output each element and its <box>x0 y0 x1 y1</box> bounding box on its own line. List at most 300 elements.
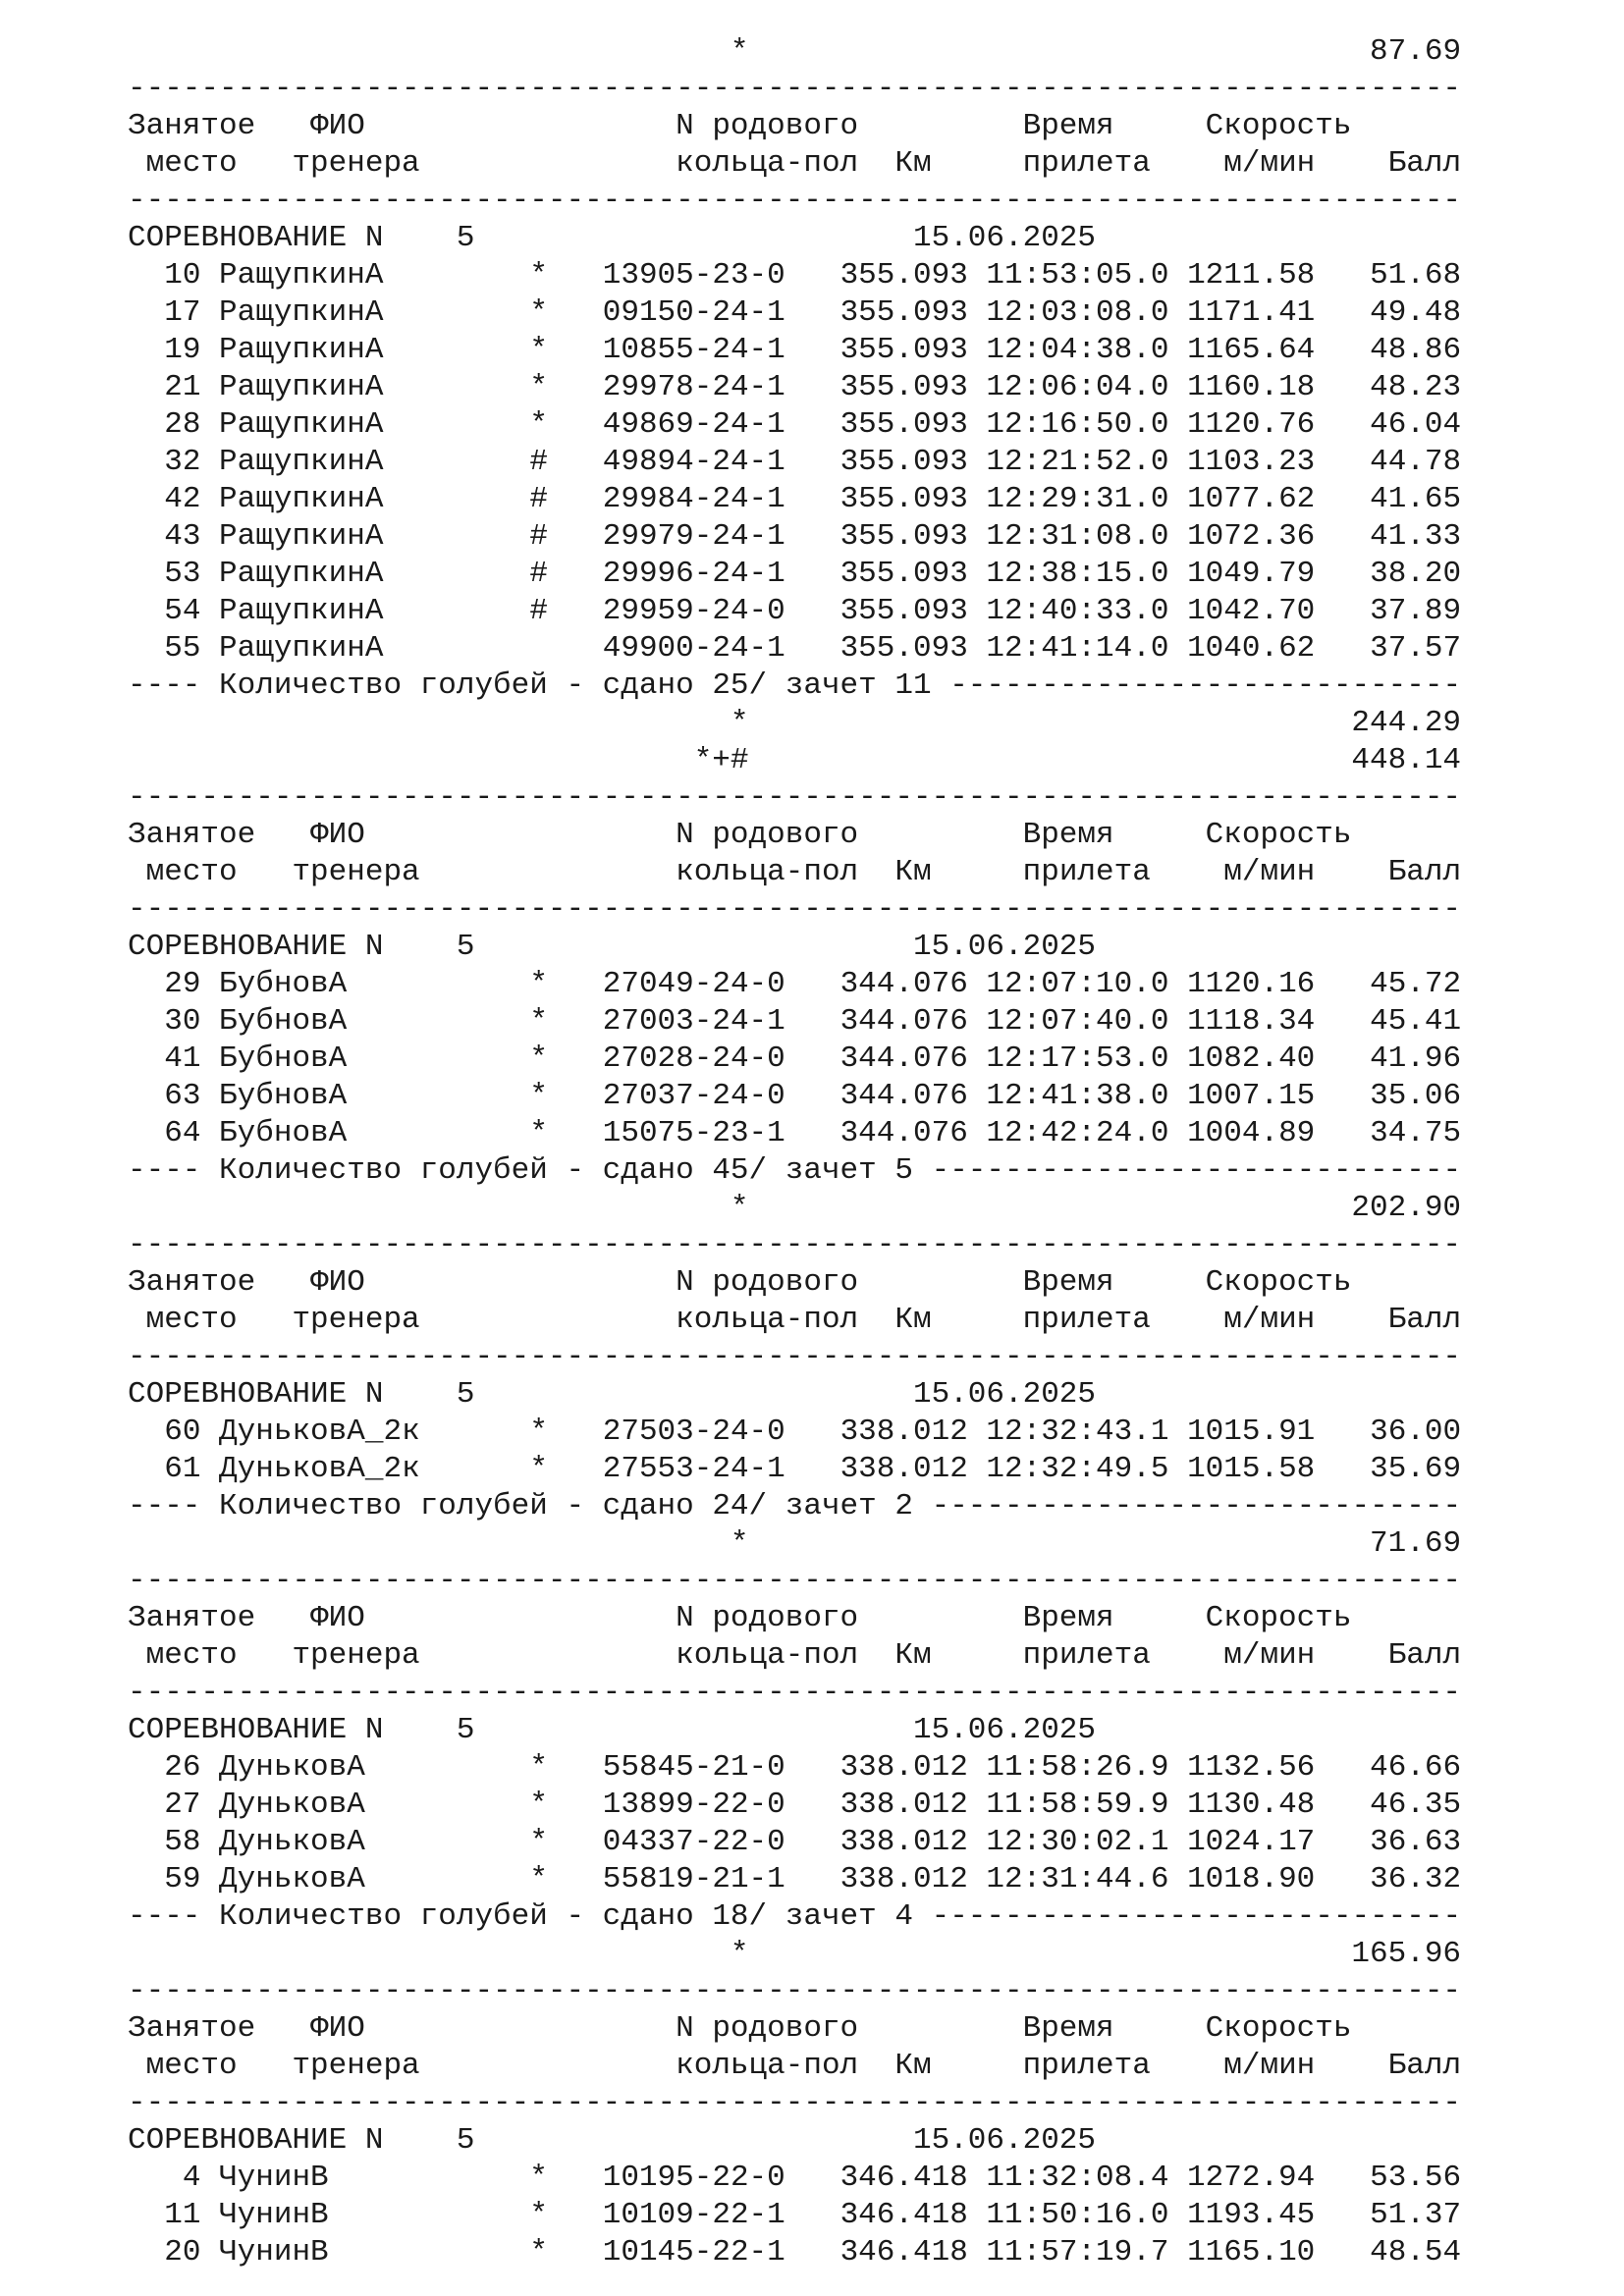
col-name-header: ФИО <box>310 818 365 852</box>
result-row <box>128 369 1461 406</box>
divider-rule: ------------------------------------------------------------------------- <box>128 184 1462 218</box>
cell-score: 51.37 <box>1370 2198 1462 2232</box>
col-ring-header-sub: кольца-пол <box>676 1638 859 1673</box>
cell-place: 20 <box>164 2235 201 2269</box>
col-ring-header: N родового <box>676 109 859 143</box>
cell-trainer: РащупкинА <box>219 370 384 404</box>
col-score-header: Балл <box>1387 855 1462 889</box>
cell-trainer: ДуньковА <box>219 1825 365 1859</box>
divider <box>128 183 1461 220</box>
divider-rule: ------------------------------------------------------------------------- <box>128 780 1462 815</box>
cell-trainer: ЧунинВ <box>219 2198 329 2232</box>
cell-score: 45.72 <box>1370 967 1462 1001</box>
col-time-header-sub: прилета <box>1022 1638 1151 1673</box>
cell-ring: 49900-24-1 <box>602 631 785 666</box>
cell-time: 12:32:49.5 <box>986 1452 1169 1486</box>
col-ring-header: N родового <box>676 1265 859 1300</box>
cell-km: 344.076 <box>839 1041 968 1076</box>
result-row <box>128 257 1461 294</box>
total-line <box>128 33 1461 71</box>
cell-place: 55 <box>164 631 201 666</box>
total-value: 202.90 <box>1351 1191 1462 1225</box>
cell-ring: 13905-23-0 <box>602 258 785 293</box>
divider <box>128 1563 1461 1600</box>
competition-label: СОРЕВНОВАНИЕ N <box>128 930 384 964</box>
count-summary-line <box>128 1152 1461 1190</box>
result-row <box>128 1003 1461 1041</box>
col-km-header: Км <box>894 1303 932 1337</box>
cell-score: 35.69 <box>1370 1452 1462 1486</box>
cell-km: 346.418 <box>839 2235 968 2269</box>
cell-score: 34.75 <box>1370 1116 1462 1150</box>
cell-trainer: ЧунинВ <box>219 2235 329 2269</box>
cell-ring: 29984-24-1 <box>602 482 785 516</box>
cell-ring: 04337-22-0 <box>602 1825 785 1859</box>
cell-mark: * <box>529 2198 548 2232</box>
cell-place: 26 <box>164 1750 201 1785</box>
cell-mark: * <box>529 2235 548 2269</box>
cell-speed: 1272.94 <box>1187 2161 1316 2195</box>
cell-mark: * <box>529 2161 548 2195</box>
count-space <box>694 1153 713 1188</box>
cell-speed: 1004.89 <box>1187 1116 1316 1150</box>
col-place-header-sub: место <box>145 855 238 889</box>
cell-mark: * <box>529 1041 548 1076</box>
result-row <box>128 2160 1461 2197</box>
result-row <box>128 481 1461 518</box>
cell-score: 49.48 <box>1370 295 1462 330</box>
cell-km: 338.012 <box>839 1788 968 1822</box>
col-place-header-sub: место <box>145 2049 238 2083</box>
cell-trainer: БубновА <box>219 1004 348 1039</box>
competition-label: СОРЕВНОВАНИЕ N <box>128 2123 384 2158</box>
count-summary-line <box>128 1488 1461 1525</box>
result-row <box>128 593 1461 630</box>
cell-trainer: РащупкинА <box>219 333 384 367</box>
col-ring-header-sub: кольца-пол <box>676 146 859 181</box>
cell-mark: * <box>529 1415 548 1449</box>
count-counted: 2 <box>894 1489 913 1523</box>
cell-time: 12:07:10.0 <box>986 967 1169 1001</box>
cell-mark: * <box>529 1750 548 1785</box>
count-dash-right: ----------------------------- <box>931 1153 1462 1188</box>
cell-ring: 55819-21-1 <box>602 1862 785 1896</box>
col-time-header: Время <box>1022 1601 1114 1635</box>
cell-mark: * <box>529 1825 548 1859</box>
cell-score: 37.89 <box>1370 594 1462 628</box>
cell-trainer: ДуньковА_2к <box>219 1415 420 1449</box>
cell-speed: 1120.16 <box>1187 967 1316 1001</box>
total-line <box>128 705 1461 742</box>
count-space <box>877 1899 895 1934</box>
result-row <box>128 556 1461 593</box>
cell-speed: 1211.58 <box>1187 258 1316 293</box>
count-dash-right: ----------------------------- <box>931 1489 1462 1523</box>
competition-number: 5 <box>456 221 475 255</box>
header-row-bottom <box>128 145 1461 183</box>
col-time-header-sub: прилета <box>1022 2049 1151 2083</box>
cell-place: 42 <box>164 482 201 516</box>
col-place-header: Занятое <box>128 818 256 852</box>
cell-mark: # <box>529 482 548 516</box>
cell-ring: 15075-23-1 <box>602 1116 785 1150</box>
divider <box>128 71 1461 108</box>
total-value: 244.29 <box>1351 706 1462 740</box>
count-dash-right: ----------------------------- <box>931 1899 1462 1934</box>
cell-ring: 09150-24-1 <box>602 295 785 330</box>
cell-time: 11:58:59.9 <box>986 1788 1169 1822</box>
cell-ring: 29959-24-0 <box>602 594 785 628</box>
cell-score: 51.68 <box>1370 258 1462 293</box>
divider-rule: ------------------------------------------------------------------------- <box>128 1228 1462 1262</box>
cell-mark: # <box>529 594 548 628</box>
cell-place: 11 <box>164 2198 201 2232</box>
cell-speed: 1130.48 <box>1187 1788 1316 1822</box>
col-place-header: Занятое <box>128 2011 256 2046</box>
competition-date: 15.06.2025 <box>912 1377 1096 1412</box>
col-speed-header: Скорость <box>1205 109 1352 143</box>
competition-number: 5 <box>456 1377 475 1412</box>
competition-number: 5 <box>456 2123 475 2158</box>
col-name-header-sub: тренера <box>292 855 420 889</box>
count-dash-left: ---- <box>128 1153 220 1188</box>
cell-mark: * <box>529 258 548 293</box>
divider <box>128 891 1461 929</box>
cell-speed: 1193.45 <box>1187 2198 1316 2232</box>
col-km-header: Км <box>894 1638 932 1673</box>
cell-trainer: РащупкинА <box>219 258 384 293</box>
count-submitted: 18 <box>712 1899 749 1934</box>
cell-ring: 49894-24-1 <box>602 445 785 479</box>
col-speed-header-sub: м/мин <box>1223 1303 1316 1337</box>
cell-speed: 1007.15 <box>1187 1079 1316 1113</box>
count-slash: / <box>748 1899 785 1934</box>
col-time-header-sub: прилета <box>1022 146 1151 181</box>
cell-ring: 10145-22-1 <box>602 2235 785 2269</box>
cell-ring: 29996-24-1 <box>602 557 785 591</box>
cell-place: 61 <box>164 1452 201 1486</box>
divider-rule: ------------------------------------------------------------------------- <box>128 1340 1462 1374</box>
cell-time: 11:32:08.4 <box>986 2161 1169 2195</box>
competition-line <box>128 1712 1461 1749</box>
cell-trainer: РащупкинА <box>219 445 384 479</box>
col-ring-header-sub: кольца-пол <box>676 1303 859 1337</box>
count-prefix: Количество голубей - сдано <box>219 1153 694 1188</box>
cell-time: 11:53:05.0 <box>986 258 1169 293</box>
cell-km: 338.012 <box>839 1862 968 1896</box>
count-space <box>913 1489 932 1523</box>
count-counted: 5 <box>894 1153 913 1188</box>
cell-place: 58 <box>164 1825 201 1859</box>
cell-time: 11:50:16.0 <box>986 2198 1169 2232</box>
competition-label: СОРЕВНОВАНИЕ N <box>128 221 384 255</box>
count-mid: зачет <box>785 1153 877 1188</box>
cell-km: 344.076 <box>839 1116 968 1150</box>
competition-date: 15.06.2025 <box>912 221 1096 255</box>
total-line <box>128 742 1461 779</box>
cell-mark: * <box>529 1004 548 1039</box>
competition-date: 15.06.2025 <box>912 1713 1096 1747</box>
cell-time: 12:41:14.0 <box>986 631 1169 666</box>
count-submitted: 25 <box>712 668 749 703</box>
competition-line <box>128 220 1461 257</box>
header-row-bottom <box>128 854 1461 891</box>
cell-time: 12:07:40.0 <box>986 1004 1169 1039</box>
col-time-header: Время <box>1022 1265 1114 1300</box>
col-time-header: Время <box>1022 818 1114 852</box>
cell-trainer: РащупкинА <box>219 295 384 330</box>
cell-mark: * <box>529 1862 548 1896</box>
competition-date: 15.06.2025 <box>912 930 1096 964</box>
competition-number: 5 <box>456 1713 475 1747</box>
cell-ring: 29979-24-1 <box>602 519 785 554</box>
col-speed-header-sub: м/мин <box>1223 855 1316 889</box>
cell-mark: # <box>529 445 548 479</box>
cell-km: 338.012 <box>839 1825 968 1859</box>
cell-trainer: РащупкинА <box>219 557 384 591</box>
cell-trainer: РащупкинА <box>219 482 384 516</box>
col-speed-header: Скорость <box>1205 2011 1352 2046</box>
col-name-header-sub: тренера <box>292 1303 420 1337</box>
cell-mark: * <box>529 1116 548 1150</box>
result-row <box>128 406 1461 444</box>
cell-mark: # <box>529 557 548 591</box>
cell-score: 41.33 <box>1370 519 1462 554</box>
cell-km: 355.093 <box>839 445 968 479</box>
cell-km: 355.093 <box>839 258 968 293</box>
cell-place: 43 <box>164 519 201 554</box>
cell-score: 41.65 <box>1370 482 1462 516</box>
cell-speed: 1015.58 <box>1187 1452 1316 1486</box>
col-score-header: Балл <box>1387 2049 1462 2083</box>
result-row <box>128 1078 1461 1115</box>
cell-mark: * <box>529 1788 548 1822</box>
cell-speed: 1132.56 <box>1187 1750 1316 1785</box>
count-slash: / <box>748 1153 785 1188</box>
count-space <box>913 1153 932 1188</box>
col-name-header: ФИО <box>310 2011 365 2046</box>
header-row-top <box>128 1264 1461 1302</box>
col-ring-header-sub: кольца-пол <box>676 855 859 889</box>
cell-time: 11:57:19.7 <box>986 2235 1169 2269</box>
cell-km: 355.093 <box>839 295 968 330</box>
cell-km: 355.093 <box>839 631 968 666</box>
count-slash: / <box>748 668 785 703</box>
cell-km: 338.012 <box>839 1415 968 1449</box>
cell-mark: * <box>529 333 548 367</box>
cell-place: 28 <box>164 407 201 442</box>
cell-mark: * <box>529 1079 548 1113</box>
cell-ring: 27028-24-0 <box>602 1041 785 1076</box>
col-speed-header-sub: м/мин <box>1223 2049 1316 2083</box>
cell-place: 19 <box>164 333 201 367</box>
cell-score: 44.78 <box>1370 445 1462 479</box>
result-row <box>128 1861 1461 1898</box>
cell-time: 12:30:02.1 <box>986 1825 1169 1859</box>
col-name-header: ФИО <box>310 1265 365 1300</box>
cell-place: 30 <box>164 1004 201 1039</box>
total-value: 448.14 <box>1351 743 1462 777</box>
cell-score: 48.23 <box>1370 370 1462 404</box>
result-row <box>128 1749 1461 1787</box>
cell-trainer: РащупкинА <box>219 407 384 442</box>
col-name-header: ФИО <box>310 1601 365 1635</box>
col-score-header: Балл <box>1387 1303 1462 1337</box>
cell-trainer: ДуньковА <box>219 1862 365 1896</box>
cell-speed: 1171.41 <box>1187 295 1316 330</box>
cell-trainer: РащупкинА <box>219 631 384 666</box>
result-row <box>128 630 1461 667</box>
result-row <box>128 1787 1461 1824</box>
cell-place: 63 <box>164 1079 201 1113</box>
cell-trainer: ДуньковА <box>219 1750 365 1785</box>
col-name-header-sub: тренера <box>292 2049 420 2083</box>
divider <box>128 1675 1461 1712</box>
cell-trainer: ДуньковА_2к <box>219 1452 420 1486</box>
cell-speed: 1042.70 <box>1187 594 1316 628</box>
header-row-top <box>128 1600 1461 1637</box>
count-space <box>932 668 950 703</box>
cell-ring: 13899-22-0 <box>602 1788 785 1822</box>
cell-mark: # <box>529 519 548 554</box>
col-ring-header: N родового <box>676 1601 859 1635</box>
col-speed-header: Скорость <box>1205 818 1352 852</box>
cell-ring: 10855-24-1 <box>602 333 785 367</box>
cell-trainer: БубновА <box>219 1116 348 1150</box>
cell-trainer: РащупкинА <box>219 519 384 554</box>
cell-km: 346.418 <box>839 2161 968 2195</box>
divider-rule: ------------------------------------------------------------------------- <box>128 1564 1462 1598</box>
header-row-bottom <box>128 1302 1461 1339</box>
cell-ring: 27553-24-1 <box>602 1452 785 1486</box>
cell-score: 48.54 <box>1370 2235 1462 2269</box>
cell-mark: * <box>529 967 548 1001</box>
count-dash-right: ---------------------------- <box>949 668 1462 703</box>
count-space <box>694 668 713 703</box>
cell-time: 12:32:43.1 <box>986 1415 1169 1449</box>
count-dash-left: ---- <box>128 1489 220 1523</box>
result-row <box>128 294 1461 332</box>
col-place-header-sub: место <box>145 146 238 181</box>
cell-trainer: РащупкинА <box>219 594 384 628</box>
cell-km: 355.093 <box>839 519 968 554</box>
cell-speed: 1072.36 <box>1187 519 1316 554</box>
cell-score: 38.20 <box>1370 557 1462 591</box>
cell-mark: * <box>529 1452 548 1486</box>
total-value: 165.96 <box>1351 1937 1462 1971</box>
cell-speed: 1120.76 <box>1187 407 1316 442</box>
cell-km: 355.093 <box>839 557 968 591</box>
cell-time: 12:42:24.0 <box>986 1116 1169 1150</box>
count-space <box>877 668 895 703</box>
cell-ring: 55845-21-0 <box>602 1750 785 1785</box>
cell-score: 36.63 <box>1370 1825 1462 1859</box>
divider-rule: ------------------------------------------------------------------------- <box>128 1974 1462 2008</box>
total-marker: *+# <box>693 743 749 777</box>
col-score-header: Балл <box>1387 1638 1462 1673</box>
cell-speed: 1018.90 <box>1187 1862 1316 1896</box>
cell-km: 355.093 <box>839 407 968 442</box>
cell-mark: * <box>529 407 548 442</box>
cell-place: 59 <box>164 1862 201 1896</box>
cell-time: 12:31:08.0 <box>986 519 1169 554</box>
cell-speed: 1082.40 <box>1187 1041 1316 1076</box>
col-time-header: Время <box>1022 109 1114 143</box>
count-mid: зачет <box>785 668 877 703</box>
count-summary-line <box>128 667 1461 705</box>
cell-place: 29 <box>164 967 201 1001</box>
cell-score: 41.96 <box>1370 1041 1462 1076</box>
cell-speed: 1160.18 <box>1187 370 1316 404</box>
cell-trainer: БубновА <box>219 967 348 1001</box>
race-results-printout <box>128 33 1461 2271</box>
col-name-header-sub: тренера <box>292 146 420 181</box>
cell-score: 46.66 <box>1370 1750 1462 1785</box>
cell-km: 355.093 <box>839 482 968 516</box>
cell-km: 344.076 <box>839 1079 968 1113</box>
cell-speed: 1024.17 <box>1187 1825 1316 1859</box>
total-line <box>128 1190 1461 1227</box>
cell-place: 64 <box>164 1116 201 1150</box>
result-row <box>128 444 1461 481</box>
count-space <box>913 1899 932 1934</box>
total-marker: * <box>730 34 749 69</box>
cell-score: 48.86 <box>1370 333 1462 367</box>
cell-trainer: ДуньковА <box>219 1788 365 1822</box>
competition-line <box>128 1376 1461 1414</box>
cell-speed: 1040.62 <box>1187 631 1316 666</box>
cell-speed: 1015.91 <box>1187 1415 1316 1449</box>
header-row-top <box>128 108 1461 145</box>
col-name-header: ФИО <box>310 109 365 143</box>
result-row <box>128 518 1461 556</box>
count-mid: зачет <box>785 1899 877 1934</box>
count-space <box>694 1899 713 1934</box>
cell-place: 60 <box>164 1415 201 1449</box>
cell-km: 338.012 <box>839 1452 968 1486</box>
cell-mark: * <box>529 370 548 404</box>
total-line <box>128 1936 1461 1973</box>
col-ring-header-sub: кольца-пол <box>676 2049 859 2083</box>
cell-km: 344.076 <box>839 967 968 1001</box>
cell-km: 355.093 <box>839 370 968 404</box>
cell-ring: 27037-24-0 <box>602 1079 785 1113</box>
header-row-bottom <box>128 1637 1461 1675</box>
competition-line <box>128 2122 1461 2160</box>
cell-time: 12:38:15.0 <box>986 557 1169 591</box>
col-time-header: Время <box>1022 2011 1114 2046</box>
cell-time: 11:58:26.9 <box>986 1750 1169 1785</box>
cell-time: 12:04:38.0 <box>986 333 1169 367</box>
cell-score: 45.41 <box>1370 1004 1462 1039</box>
cell-score: 46.04 <box>1370 407 1462 442</box>
cell-ring: 27003-24-1 <box>602 1004 785 1039</box>
result-row <box>128 332 1461 369</box>
cell-time: 12:31:44.6 <box>986 1862 1169 1896</box>
cell-km: 338.012 <box>839 1750 968 1785</box>
cell-trainer: БубновА <box>219 1041 348 1076</box>
cell-mark: * <box>529 295 548 330</box>
cell-place: 27 <box>164 1788 201 1822</box>
col-place-header-sub: место <box>145 1638 238 1673</box>
divider-rule: ------------------------------------------------------------------------- <box>128 1676 1462 1710</box>
cell-score: 46.35 <box>1370 1788 1462 1822</box>
count-submitted: 45 <box>712 1153 749 1188</box>
header-row-bottom <box>128 2048 1461 2085</box>
col-speed-header-sub: м/мин <box>1223 146 1316 181</box>
result-row <box>128 2197 1461 2234</box>
cell-ring: 49869-24-1 <box>602 407 785 442</box>
